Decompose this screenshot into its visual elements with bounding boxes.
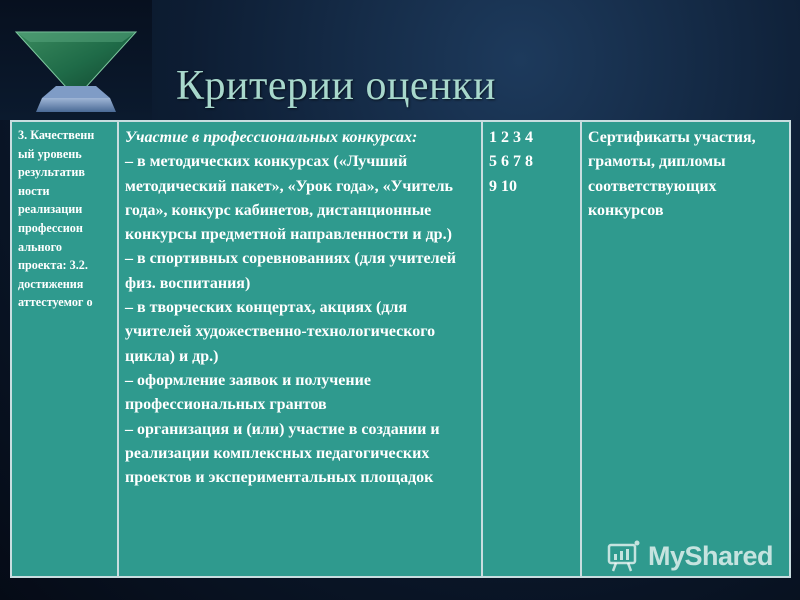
criterion-cell: 3. Качественн ый уровень результатив ности реализации профессион ального проекта: 3.2. достижения аттестуемог о [11, 121, 118, 577]
slide-title: Критерии оценки [176, 63, 496, 109]
indicator-body: – в методических конкурсах («Лучший методический пакет», «Урок года», «Учитель года», конкурс кабинетов, дистанционные конкурсы предметной направленности и др.) – в спортивных соревнованиях (для учителей физ. воспитания) – в творческих концертах, акциях (для учителей художественно-технологического цикла) и др.) – оформление заявок и получение профессиональных грантов – организация и (или) участие в создании и реализации комплексных педагогических проектов и экспериментальных площадок [125, 153, 456, 487]
scores-cell: 1 2 3 4 5 6 7 8 9 10 [482, 121, 581, 577]
criteria-table [10, 120, 791, 578]
indicator-cell [118, 121, 482, 577]
watermark-text: MyShared [648, 540, 774, 571]
myshared-watermark [606, 536, 786, 576]
indicator-title: Участие в профессиональных конкурсах: [125, 129, 418, 146]
myshared-logo-icon [606, 539, 642, 573]
table-row [11, 121, 790, 577]
evidence-cell: Сертификаты участия, грамоты, дипломы соответствующих конкурсов [581, 121, 790, 577]
green-gem-icon [12, 28, 140, 114]
